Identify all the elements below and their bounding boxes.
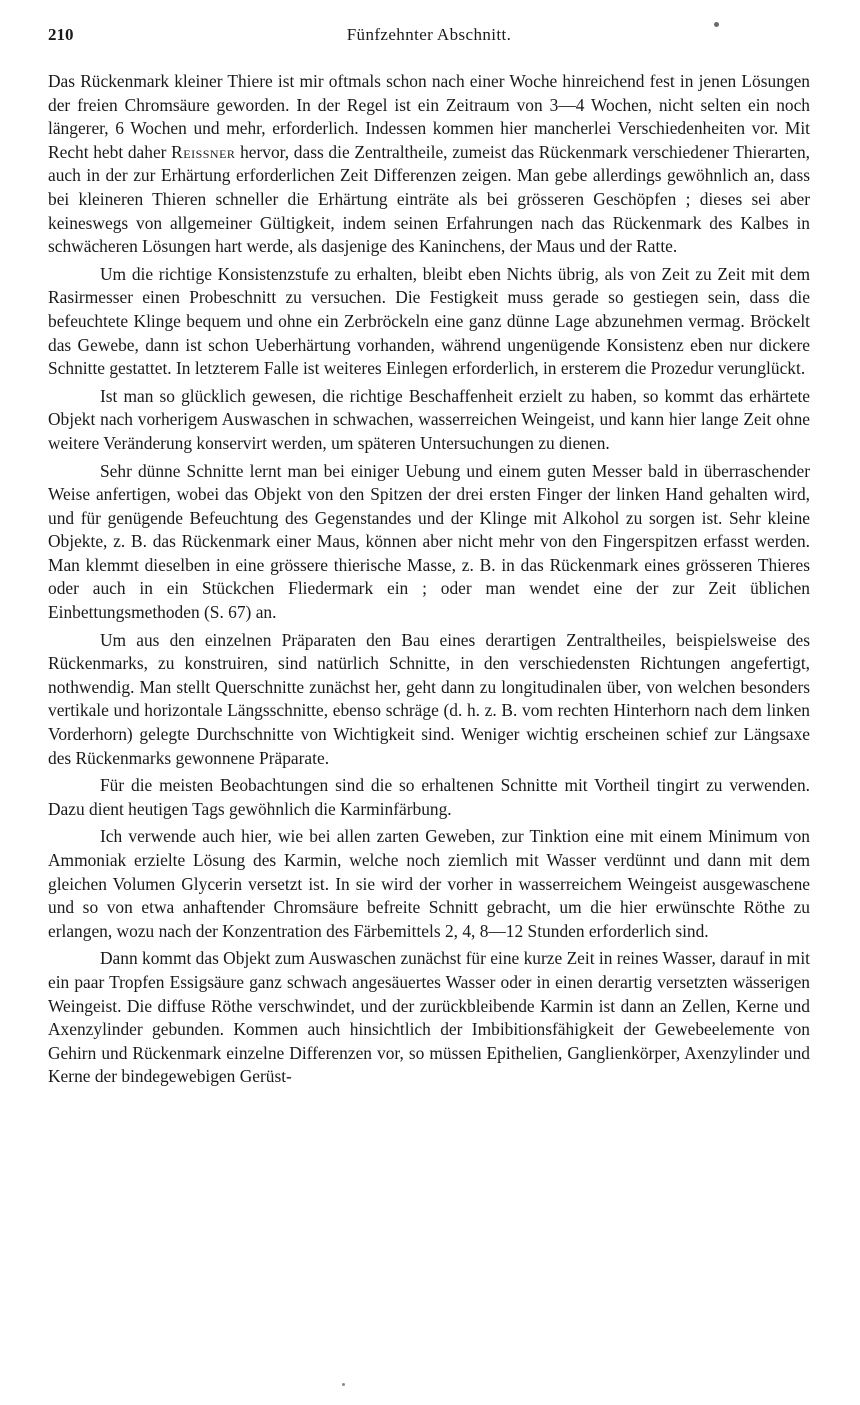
paragraph-1-text-cont: hervor, dass die Zentraltheile, zumeist das Rückenmark verschiedener Thierarten, auch in der zur Erhärtung erforderlichen Zeit Differenzen zeigen. Man gebe allerdings gewöhnlich an, dass bei kleineren Thieren schneller die Erhärtung einträte als bei grösseren Geschöpfen ; dieses sei aber keineswegs von allgemeiner Gültigkeit, indem seinen Erfahrungen nach das Rückenmark des Kalbes in schwächeren Lösungen hart werde, als dasjenige des Kaninchens, der Maus und der Ratte. [48,141,810,257]
author-name-reissner: Reissner [171,141,236,162]
paragraph-7: Ich verwende auch hier, wie bei allen zarten Geweben, zur Tinktion eine mit einem Minimum von Ammoniak erzielte Lösung des Karmin, welche noch ziemlich mit Wasser verdünnt und dann mit dem gleichen Volumen Glycerin versetzt ist. In sie wird der vorher in wasserreichem Weingeist ausgewaschene und so von etwa anhaftender Chromsäure befreite Schnitt gebracht, um die hier erwünschte Röthe zu erlangen, wozu nach der Konzentration des Färbemittels 2, 4, 8—12 Stunden erforderlich sind. [48,826,810,941]
paragraph-2: Um die richtige Konsistenzstufe zu erhalten, bleibt eben Nichts übrig, als von Zeit zu Zeit mit dem Rasirmesser einen Probeschnitt zu versuchen. Die Festigkeit muss gerade so gestiegen sein, dass die befeuchtete Klinge bequem und ohne ein Zerbröckeln eine ganz dünne Lage abzunehmen vermag. Bröckelt das Gewebe, dann ist schon Ueberhärtung vorhanden, während ungenügende Konsistenz eben nur dickere Schnitte gestattet. In letzterem Falle ist weiteres Einlegen erforderlich, in ersterem die Prozedur verunglückt. [48,263,810,379]
running-head: Fünfzehnter Abschnitt. [346,25,512,44]
body-text [48,70,810,1089]
print-speck-bottom [342,1383,345,1386]
paragraph-3: Ist man so glücklich gewesen, die richtige Beschaffenheit erzielt zu haben, so kommt das erhärtete Objekt nach vorherigem Auswaschen in schwachen, wasserreichen Weingeist, und kann hier lange Zeit ohne weitere Veränderung konservirt werden, um späteren Untersuchungen zu dienen. [48,385,810,453]
paragraph-4: Sehr dünne Schnitte lernt man bei einiger Uebung und einem guten Messer bald in überraschender Weise anfertigen, wobei das Objekt von den Spitzen der drei ersten Finger der linken Hand gehalten wird, und für genügende Befeuchtung des Gegenstandes und der Klinge mit Alkohol zu sorgen ist. Sehr kleine Objekte, z. B. das Rückenmark einer Maus, können aber nicht mehr von den Fingerspitzen erfasst werden. Man klemmt dieselben in eine grössere thierische Masse, z. B. in das Rückenmark eines grösseren Thieres oder auch in ein Stückchen Fliedermark ein ; oder man wendet eine der zur Zeit üblichen Einbettungsmethoden (S. 67) an. [48,460,810,623]
paragraph-1 [48,70,810,259]
paragraph-6: Für die meisten Beobachtungen sind die so erhaltenen Schnitte mit Vortheil tingirt zu verwenden. Dazu dient heutigen Tags gewöhnlich die Karminfärbung. [48,775,810,819]
page-number: 210 [48,25,74,44]
book-page [48,22,810,1093]
paragraph-1-text: Das Rückenmark kleiner Thiere ist mir oftmals schon nach einer Woche hinreichend fest in jenen Lösungen der freien Chromsäure geworden. In der Regel ist ein Zeitraum von 3—4 Wochen, nicht selten ein noch längerer, 6 Wochen und mehr, erforderlich. Indessen kommen hier mancherlei Verschiedenheiten vor. Mit Recht hebt daher [48,71,810,162]
page-header [48,22,810,48]
paragraph-8: Dann kommt das Objekt zum Auswaschen zunächst für eine kurze Zeit in reines Wasser, darauf in mit ein paar Tropfen Essigsäure ganz schwach angesäuertes Wasser oder in einen derartig versetzten wässerigen Weingeist. Die diffuse Röthe verschwindet, und der zurückbleibende Karmin ist dann an Zellen, Kerne und Axenzylinder gebunden. Kommen auch hinsichtlich der Imbibitionsfähigkeit der Gewebeelemente von Gehirn und Rückenmark einzelne Differenzen vor, so müssen Epithelien, Ganglienkörper, Axenzylinder und Kerne der bindegewebigen Gerüst- [48,948,810,1087]
paragraph-5: Um aus den einzelnen Präparaten den Bau eines derartigen Zentraltheiles, beispielsweise des Rückenmarks, zu konstruiren, sind natürlich Schnitte, in den verschiedensten Richtungen angefertigt, nothwendig. Man stellt Querschnitte zunächst her, geht dann zu longitudinalen über, von welchen besonders vertikale und horizontale Längsschnitte, ebenso schräge (d. h. z. B. vom rechten Hinterhorn nach dem linken Vorderhorn) gelegte Durchschnitte von Wichtigkeit sind. Weniger wichtig erscheinen schief zur Längsaxe des Rückenmarks gewonnene Präparate. [48,629,810,768]
